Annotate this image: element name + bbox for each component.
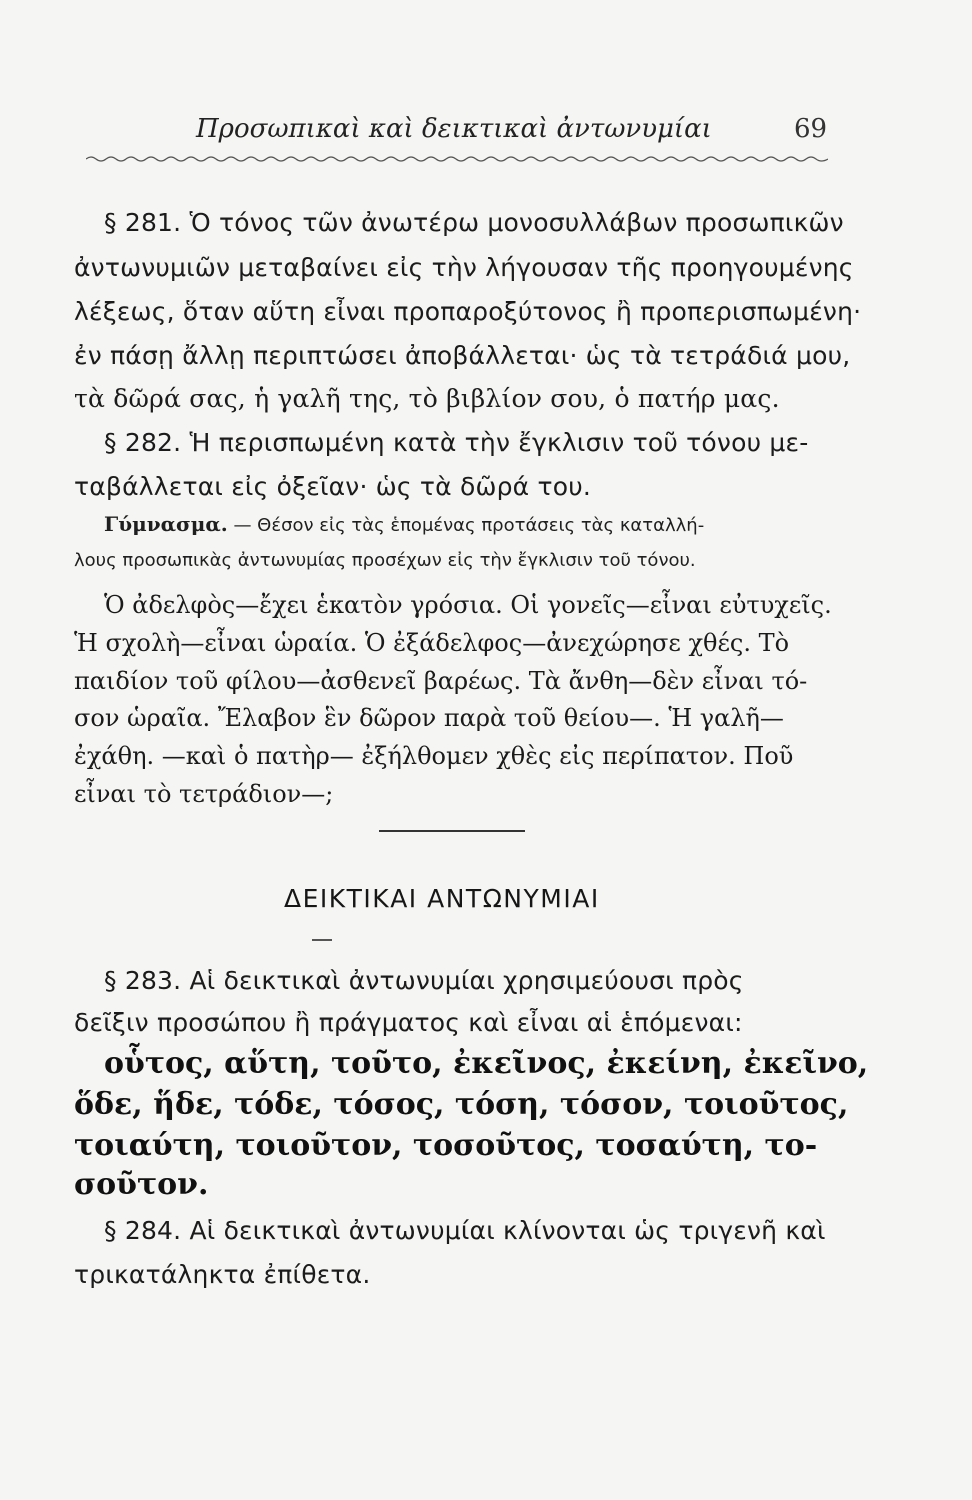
section-heading: ΔΕΙΚΤΙΚΑΙ ΑΝΤΩΝΥΜΙΑΙ [284, 884, 600, 913]
exercise-line: εἶναι τὸ τετράδιον—; [74, 780, 334, 808]
exercise-line: Ἡ σχολὴ—εἶναι ὡραία. Ὁ ἐξάδελφος—ἀνεχώρησε χθές. Τὸ [74, 629, 790, 657]
exercise-line: ἐχάθη. —καὶ ὁ πατὴρ— ἐξήλθομεν χθὲς εἰς περίπατον. Ποῦ [74, 742, 794, 770]
para-281-line: ἀντωνυμιῶν μεταβαίνει εἰς τὴν λήγουσαν τῆς προηγουμένης [74, 253, 854, 282]
exercise-instruction [104, 512, 704, 536]
running-header-title: Προσωπικαὶ καὶ δεικτικαὶ ἀντωνυμίαι [196, 114, 712, 144]
para-281-line: § 281. Ὁ τόνος τῶν ἀνωτέρω μονοσυλλάβων προσωπικῶν [104, 208, 844, 237]
para-284-line: τρικατάληκτα ἐπίθετα. [74, 1260, 371, 1289]
para-281-line: τὰ δῶρά σας, ἡ γαλῆ της, τὸ βιβλίον σου, ὁ πατήρ μας. [74, 384, 780, 413]
header-wavy-rule [86, 154, 828, 164]
decorative-mark [312, 939, 332, 941]
pronoun-list-line: οὗτος, αὕτη, τοῦτο, ἐκεῖνος, ἐκείνη, ἐκεῖνο, [104, 1046, 869, 1081]
para-282-line: § 282. Ἡ περισπωμένη κατὰ τὴν ἔγκλισιν τοῦ τόνου με- [104, 428, 809, 457]
exercise-line: παιδίον τοῦ φίλου—ἀσθενεῖ βαρέως. Τὰ ἄνθη—δὲν εἶναι τό- [74, 667, 808, 695]
para-282-line: ταβάλλεται εἰς ὀξεῖαν· ὡς τὰ δῶρά του. [74, 472, 592, 501]
exercise-instruction-line: λους προσωπικὰς ἀντωνυμίας προσέχων εἰς τὴν ἔγκλισιν τοῦ τόνου. [74, 550, 696, 571]
para-281-line: λέξεως, ὅταν αὕτη εἶναι προπαροξύτονος ἢ προπερισπωμένη· [74, 297, 862, 326]
exercise-label: Γύμνασμα. [104, 512, 228, 536]
pronoun-list-line: τοιαύτη, τοιοῦτον, τοσοῦτος, τοσαύτη, το- [74, 1128, 818, 1163]
pronoun-list-line: ὅδε, ἥδε, τόδε, τόσος, τόση, τόσον, τοιοῦτος, [74, 1087, 849, 1122]
exercise-line: σον ὡραῖα. Ἔλαβον ἓν δῶρον παρὰ τοῦ θείου—. Ἡ γαλῆ— [74, 704, 784, 732]
para-284-line: § 284. Αἱ δεικτικαὶ ἀντωνυμίαι κλίνονται ὡς τριγενῆ καὶ [104, 1216, 826, 1245]
para-283-line: § 283. Αἱ δεικτικαὶ ἀντωνυμίαι χρησιμεύουσι πρὸς [104, 966, 744, 995]
para-283-line: δεῖξιν προσώπου ἢ πράγματος καὶ εἶναι αἱ ἑπόμεναι: [74, 1008, 743, 1037]
page-number: 69 [794, 114, 828, 144]
para-281-line: ἐν πάσῃ ἄλλῃ περιπτώσει ἀποβάλλεται· ὡς τὰ τετράδιά μου, [74, 341, 851, 370]
exercise-instruction-text: — Θέσον εἰς τὰς ἑπομένας προτάσεις τὰς καταλλή- [227, 515, 705, 536]
pronoun-list-line: σοῦτον. [74, 1167, 209, 1202]
section-divider [379, 830, 525, 832]
exercise-line: Ὁ ἀδελφὸς—ἔχει ἑκατὸν γρόσια. Οἱ γονεῖς—εἶναι εὐτυχεῖς. [104, 591, 832, 619]
